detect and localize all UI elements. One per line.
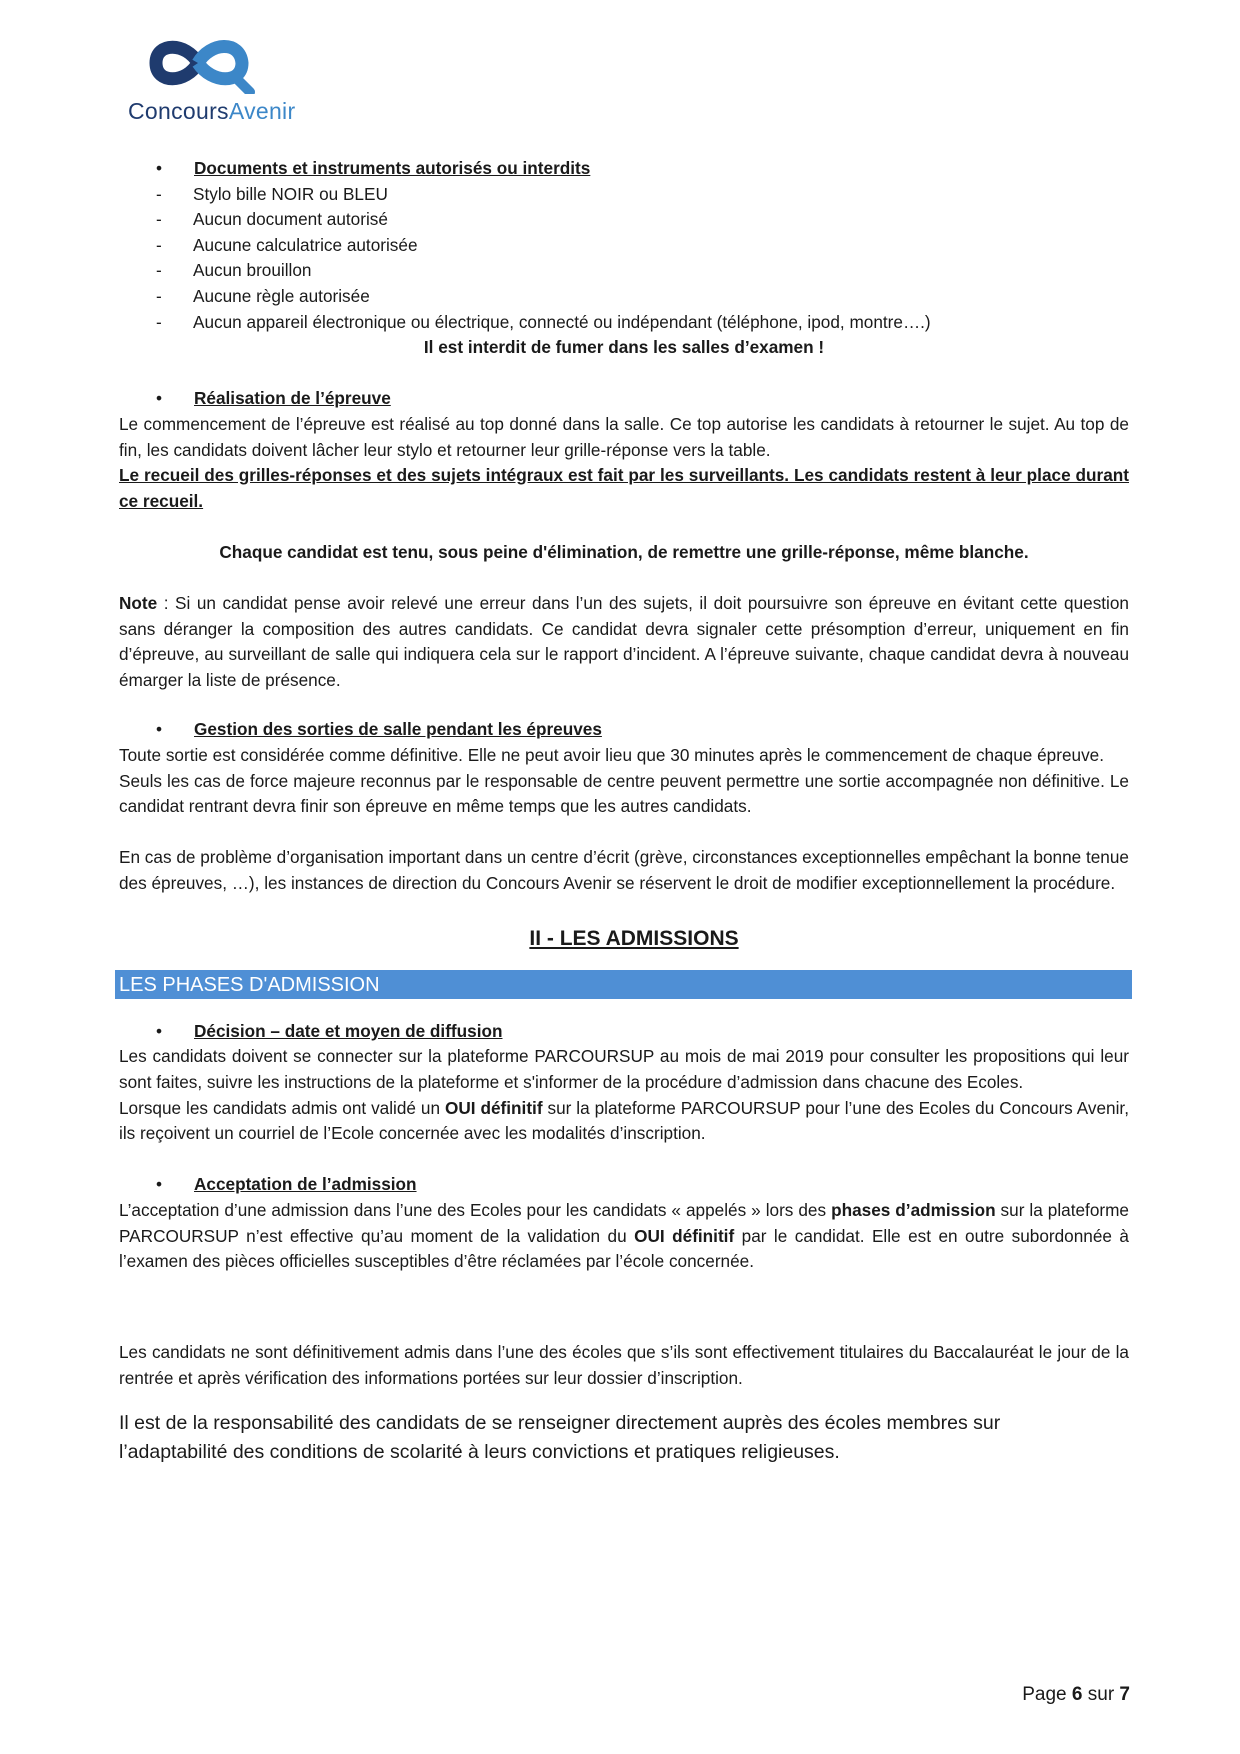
list-item: - Aucun brouillon [156,260,312,281]
logo-text-avenir: Avenir [228,98,296,124]
section-band: LES PHASES D'ADMISSION [115,970,1132,999]
note-paragraph: Note : Si un candidat pense avoir relevé une erreur dans l’un des sujets, il doit poursuivre son épreuve en évitant cette question sans déranger la composition des autres candidats. Ce candidat devra signaler cette présomption d’erreur, uniquement en fin d’épreuve, au surveillant de salle qui indiquera cela sur le rapport d’incident. A l’épreuve suivante, chaque candidat devra à nouveau émarger la liste de présence. [119,593,1129,690]
blank-sheet-notice: Chaque candidat est tenu, sous peine d'élimination, de remettre une grille-réponse, même blanche. [219,541,1029,562]
list-item: - Aucune calculatrice autorisée [156,234,418,255]
sorties-paragraph: Toute sortie est considérée comme définitive. Elle ne peut avoir lieu que 30 minutes après le commencement de chaque épreuve. [119,745,1105,766]
acceptation-paragraph: L’acceptation d’une admission dans l’une des Ecoles pour les candidats « appelés » lors des phases d’admission sur la plateforme PARCOURSUP n’est effective qu’au moment de la validation du OUI définitif par le candidat. Elle est en outre subordonnée à l’examen des pièces officielles susceptibles d’être réclamées par l’école concernée. [119,1199,1129,1272]
page-content [119,156,1129,1467]
docs-heading: • Documents et instruments autorisés ou interdits [119,156,1129,182]
realisation-collection-paragraph: Le recueil des grilles-réponses et des sujets intégraux est fait par les surveillants. Les candidats restent à leur place durant ce recueil. [119,465,1129,511]
bullet-icon: • [156,388,163,409]
bullet-icon: • [156,1020,163,1041]
realisation-paragraph: Le commencement de l’épreuve est réalisé au top donné dans la salle. Ce top autorise les candidats à retourner le sujet. Au top de fin, les candidats doivent lâcher leur stylo et retourner leur grille-réponse vers la table. [119,413,1129,460]
list-item: - Aucun document autorisé [156,209,388,230]
section-title: II - LES ADMISSIONS [529,927,739,951]
concours-avenir-logo [128,32,318,132]
baccalaureat-paragraph: Les candidats ne sont définitivement admis dans l’une des écoles que s’ils sont effectivement titulaires du Baccalauréat le jour de la rentrée et après vérification des informations portées sur leur dossier d’inscription. [119,1341,1129,1388]
bullet-icon: • [156,158,163,178]
sorties-paragraph: Seuls les cas de force majeure reconnus par le responsable de centre peuvent permettre une sortie accompagnée non définitive. Le candidat rentrant devra finir son épreuve en même temps que les autres candidats. [119,770,1129,817]
decision-paragraph: Les candidats doivent se connecter sur la plateforme PARCOURSUP au mois de mai 2019 pour consulter les propositions qui leur sont faites, suivre les instructions de la plateforme et s'informer de la procédure d’admission dans chacune des Ecoles. [119,1046,1129,1092]
page-number: Page 6 sur 7 [1022,1684,1130,1705]
list-item: - Stylo bille NOIR ou BLEU [156,183,388,204]
list-item: - Aucune règle autorisée [156,285,370,306]
logo-text-concours: Concours [128,98,229,124]
infinity-logo-icon [146,32,336,94]
smoking-warning: Il est interdit de fumer dans les salles d’examen ! [423,337,825,358]
decision-paragraph-2: Lorsque les candidats admis ont validé un OUI définitif sur la plateforme PARCOURSUP pour l’une des Ecoles du Concours Avenir, ils reçoivent un courriel de l’Ecole concernée avec les modalités d’inscription. [119,1097,1129,1144]
sorties-heading: • Gestion des sorties de salle pendant les épreuves [119,717,1129,743]
acceptation-heading: • Acceptation de l’admission [119,1172,1129,1198]
religion-paragraph: Il est de la responsabilité des candidats de se renseigner directement auprès des écoles membres sur l’adaptabilité des conditions de scolarité à leurs convictions et pratiques religieuses. [119,1412,1001,1464]
logo-wordmark [128,98,295,125]
bullet-icon: • [156,1174,163,1195]
organisation-paragraph: En cas de problème d’organisation important dans un centre d’écrit (grève, circonstances exceptionnelles empêchant la bonne tenue des épreuves, …), les instances de direction du Concours Avenir se réservent le droit de modifier exceptionnellement la procédure. [119,847,1129,894]
bullet-icon: • [156,719,163,740]
decision-heading: • Décision – date et moyen de diffusion [119,1019,1129,1045]
list-item: - Aucun appareil électronique ou électrique, connecté ou indépendant (téléphone, ipod, montre….) [156,311,931,332]
realisation-heading: • Réalisation de l’épreuve [119,386,1129,412]
